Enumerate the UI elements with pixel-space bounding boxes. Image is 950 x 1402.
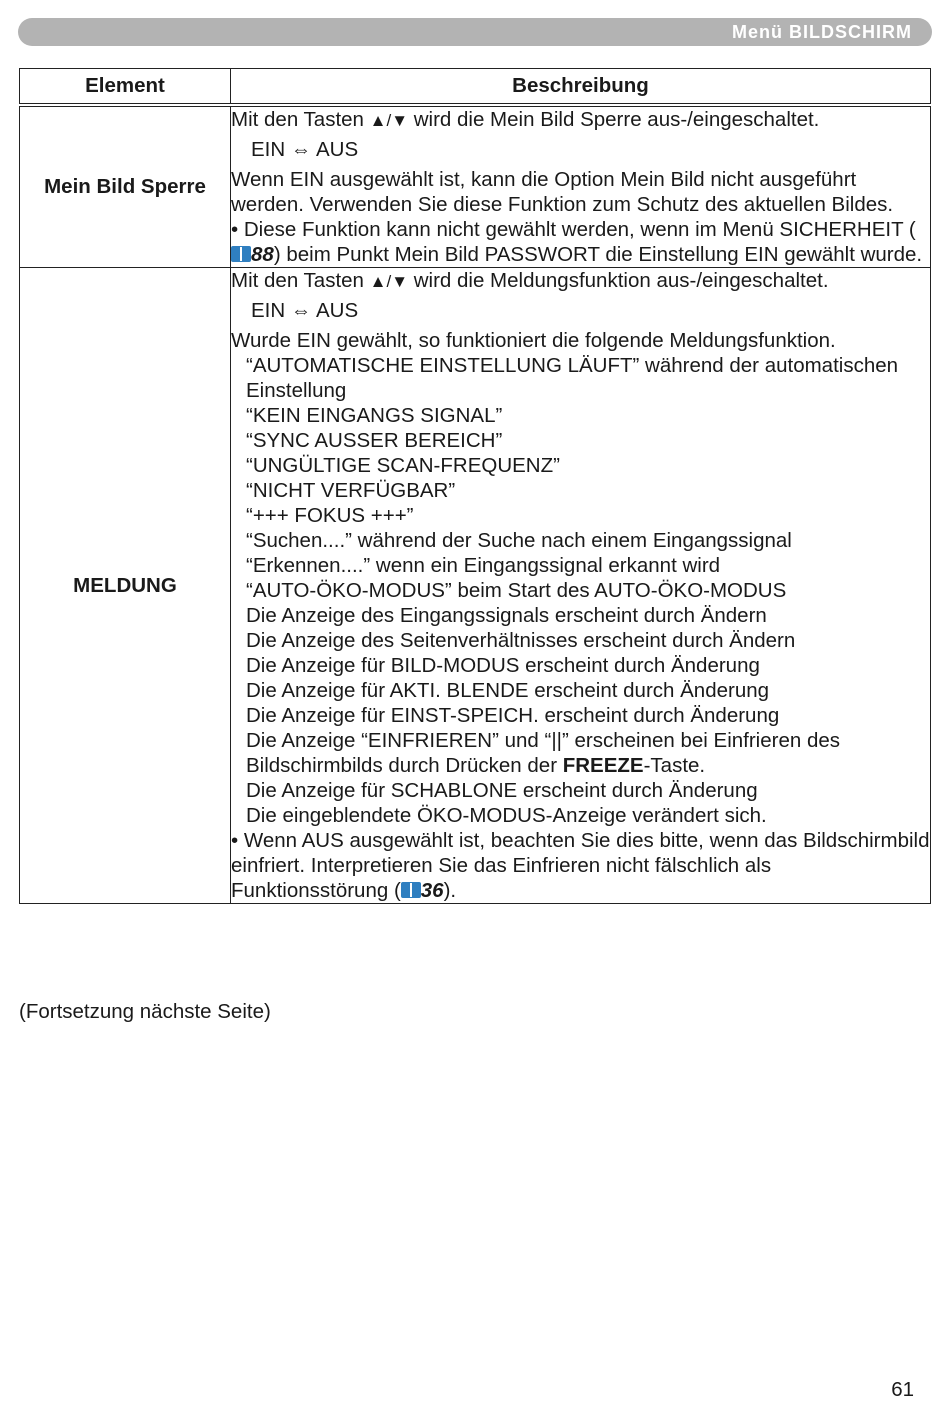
message-list-item: “NICHT VERFÜGBAR” [246,479,456,502]
message-list-item: “Suchen....” während der Suche nach einem Eingangssignal [246,529,792,552]
description-intro: Wurde EIN gewählt, so funktioniert die folgende Meldungsfunktion. [231,329,836,352]
message-list-item: Die Anzeige des Eingangssignals erscheint durch Ändern [246,604,767,627]
message-list-item: “Erkennen....” wenn ein Eingangssignal erkannt wird [246,554,721,577]
message-list-item: Die eingeblendete ÖKO-MODUS-Anzeige verändert sich. [246,804,767,827]
table-row [20,105,931,268]
element-description [231,105,931,268]
description-paragraph: Wenn EIN ausgewählt ist, kann die Option Mein Bild nicht ausgeführt werden. Verwenden Sie diese Funktion zum Schutz des aktuellen Bildes. [231,168,894,216]
message-list-item: Die Anzeige für AKTI. BLENDE erscheint durch Änderung [246,679,770,702]
double-arrow-icon: ⇔ [290,138,312,161]
option-cycle: EIN ⇔ AUS [251,299,359,322]
freeze-key-label: FREEZE [562,754,644,777]
message-list-item: “AUTOMATISCHE EINSTELLUNG LÄUFT” während der automatischen Einstellung [246,354,899,402]
message-list-item: “SYNC AUSSER BEREICH” [246,429,503,452]
table-header-row [20,69,931,106]
double-arrow-icon: ⇔ [290,299,312,322]
message-list-item: “AUTO-ÖKO-MODUS” beim Start des AUTO-ÖKO-MODUS [246,579,787,602]
up-down-arrows-icon: ▲/▼ [369,272,409,291]
up-down-arrows-icon: ▲/▼ [369,111,409,130]
toggle-instruction: Mit den Tasten ▲/▼ wird die Mein Bild Sperre aus-/eingeschaltet. [231,108,820,131]
book-reference-icon [401,882,421,898]
description-note: • Diese Funktion kann nicht gewählt werden, wenn im Menü SICHERHEIT (88) beim Punkt Mein Bild PASSWORT die Einstellung EIN gewählt wurde. [231,218,923,266]
page-reference[interactable]: 36 [420,879,444,902]
toggle-instruction: Mit den Tasten ▲/▼ wird die Meldungsfunktion aus-/eingeschaltet. [231,269,829,292]
message-list-item: Die Anzeige für EINST-SPEICH. erscheint durch Änderung [246,704,780,727]
menu-table [19,68,931,904]
column-header-element: Element [20,69,231,106]
element-name: MELDUNG [20,268,231,904]
message-list-item: “+++ FOKUS +++” [246,504,414,527]
element-name: Mein Bild Sperre [20,105,231,268]
column-header-description: Beschreibung [231,69,931,106]
continuation-note: (Fortsetzung nächste Seite) [19,1000,271,1023]
book-reference-icon [231,246,251,262]
description-note: • Wenn AUS ausgewählt ist, beachten Sie dies bitte, wenn das Bildschirmbild einfriert. Interpretieren Sie das Einfrieren nicht fälschlich als Funktionsstörung ( 36). [231,829,930,902]
page-number: 61 [891,1378,914,1401]
message-list-item-freeze: Die Anzeige “EINFRIEREN” und “||” erscheinen bei Einfrieren des Bildschirmbilds durch Drücken der FREEZE-Taste. [246,729,841,777]
table-row [20,268,931,904]
page-reference[interactable]: 88 [251,243,274,266]
message-list-item: “KEIN EINGANGS SIGNAL” [246,404,503,427]
message-list-item: Die Anzeige für SCHABLONE erscheint durch Änderung [246,779,758,802]
element-description [231,268,931,904]
message-list-item: “UNGÜLTIGE SCAN-FREQUENZ” [246,454,560,477]
header-bar [18,18,932,46]
message-list-item: Die Anzeige des Seitenverhältnisses erscheint durch Ändern [246,629,796,652]
option-cycle: EIN ⇔ AUS [251,138,359,161]
message-list-item: Die Anzeige für BILD-MODUS erscheint durch Änderung [246,654,760,677]
page-section-title: Menü BILDSCHIRM [732,22,912,42]
